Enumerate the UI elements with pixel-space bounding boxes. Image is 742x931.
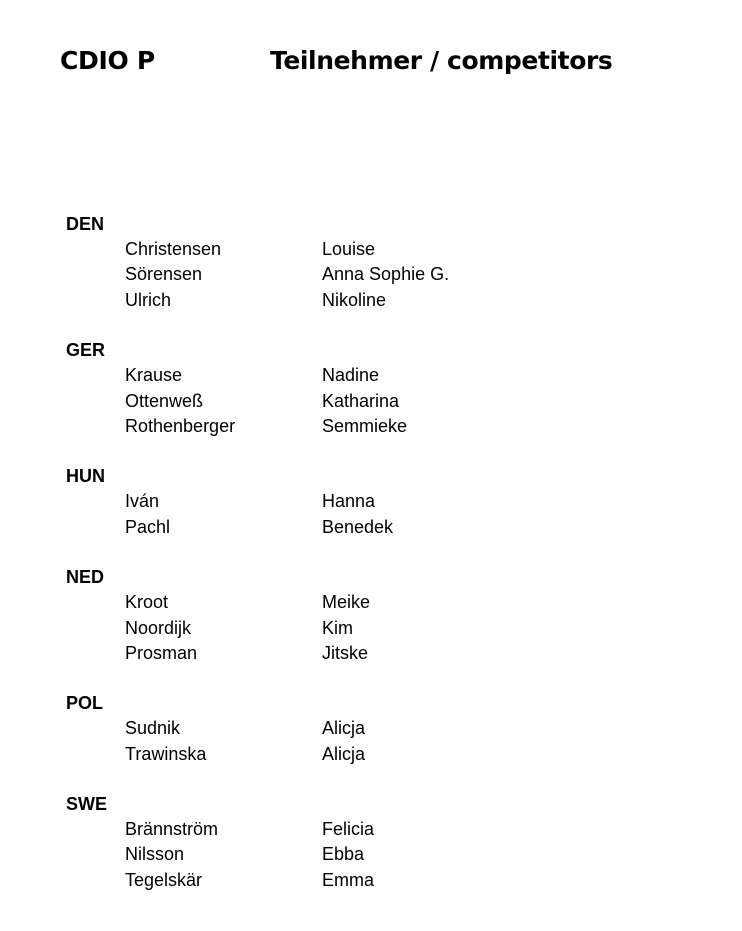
competitor-row [0,641,742,666]
country-section [0,564,742,690]
section-spacer [0,540,742,564]
competitor-row [0,716,742,741]
competitor-surname: Krause [125,365,183,386]
competitor-surname: Brännström [125,819,219,840]
country-code: SWE [66,794,108,815]
country-code: POL [66,693,104,714]
competitor-surname: Tegelskär [125,869,203,890]
country-section [0,791,742,893]
competitor-firstname: Alicja [322,718,366,739]
competitor-firstname: Benedek [322,516,394,537]
competitor-firstname: Ebba [322,844,365,865]
competitor-firstname: Hanna [322,491,376,512]
country-section [0,211,742,337]
competitor-row [0,414,742,439]
competitor-row [0,363,742,388]
competitor-firstname: Louise [322,239,376,259]
competitor-firstname: Felicia [322,819,375,840]
competitor-firstname: Jitske [322,642,369,663]
competitor-firstname: Alicja [322,743,366,764]
competitor-surname: Sudnik [125,718,181,739]
competitor-row [0,868,742,893]
country-section [0,337,742,463]
competitor-row [0,742,742,767]
competitor-row [0,590,742,615]
country-code: NED [66,567,105,588]
competitor-list [0,211,742,893]
event-code: CDIO P [60,46,155,75]
competitor-row [0,489,742,514]
competitor-surname: Rothenberger [125,415,236,436]
competitor-row [0,515,742,540]
competitor-row [0,288,742,313]
competitor-row [0,817,742,842]
competitor-row [0,842,742,867]
competitor-firstname: Kim [322,617,353,638]
section-spacer [0,313,742,337]
competitor-surname: Ottenweß [125,390,204,411]
competitor-firstname: Nadine [322,365,380,386]
competitor-firstname: Meike [322,592,371,613]
country-section [0,463,742,564]
country-code: GER [66,340,106,361]
competitor-surname: Christensen [125,239,222,259]
competitor-firstname: Nikoline [322,289,387,310]
competitor-surname: Prosman [125,642,198,663]
country-section [0,690,742,791]
competitor-row [0,262,742,287]
competitor-row [0,389,742,414]
country-code: HUN [66,466,105,487]
competitor-surname: Sörensen [125,264,203,285]
document-title: Teilnehmer / competitors [270,46,613,75]
competitor-firstname: Emma [322,869,375,890]
country-code: DEN [66,214,105,234]
competitor-surname: Ulrich [125,289,172,310]
competitor-surname: Nilsson [125,844,185,865]
competitor-firstname: Anna Sophie G. [322,264,450,285]
section-spacer [0,666,742,690]
competitor-row [0,237,742,262]
competitor-firstname: Katharina [322,390,400,411]
section-spacer [0,767,742,791]
competitor-firstname: Semmieke [322,415,408,436]
section-spacer [0,439,742,463]
competitor-surname: Kroot [125,592,169,613]
competitor-surname: Iván [125,491,160,512]
competitor-surname: Pachl [125,516,171,537]
competitor-row [0,616,742,641]
document-header [0,46,742,86]
competitor-surname: Noordijk [125,617,192,638]
competitor-surname: Trawinska [125,743,207,764]
